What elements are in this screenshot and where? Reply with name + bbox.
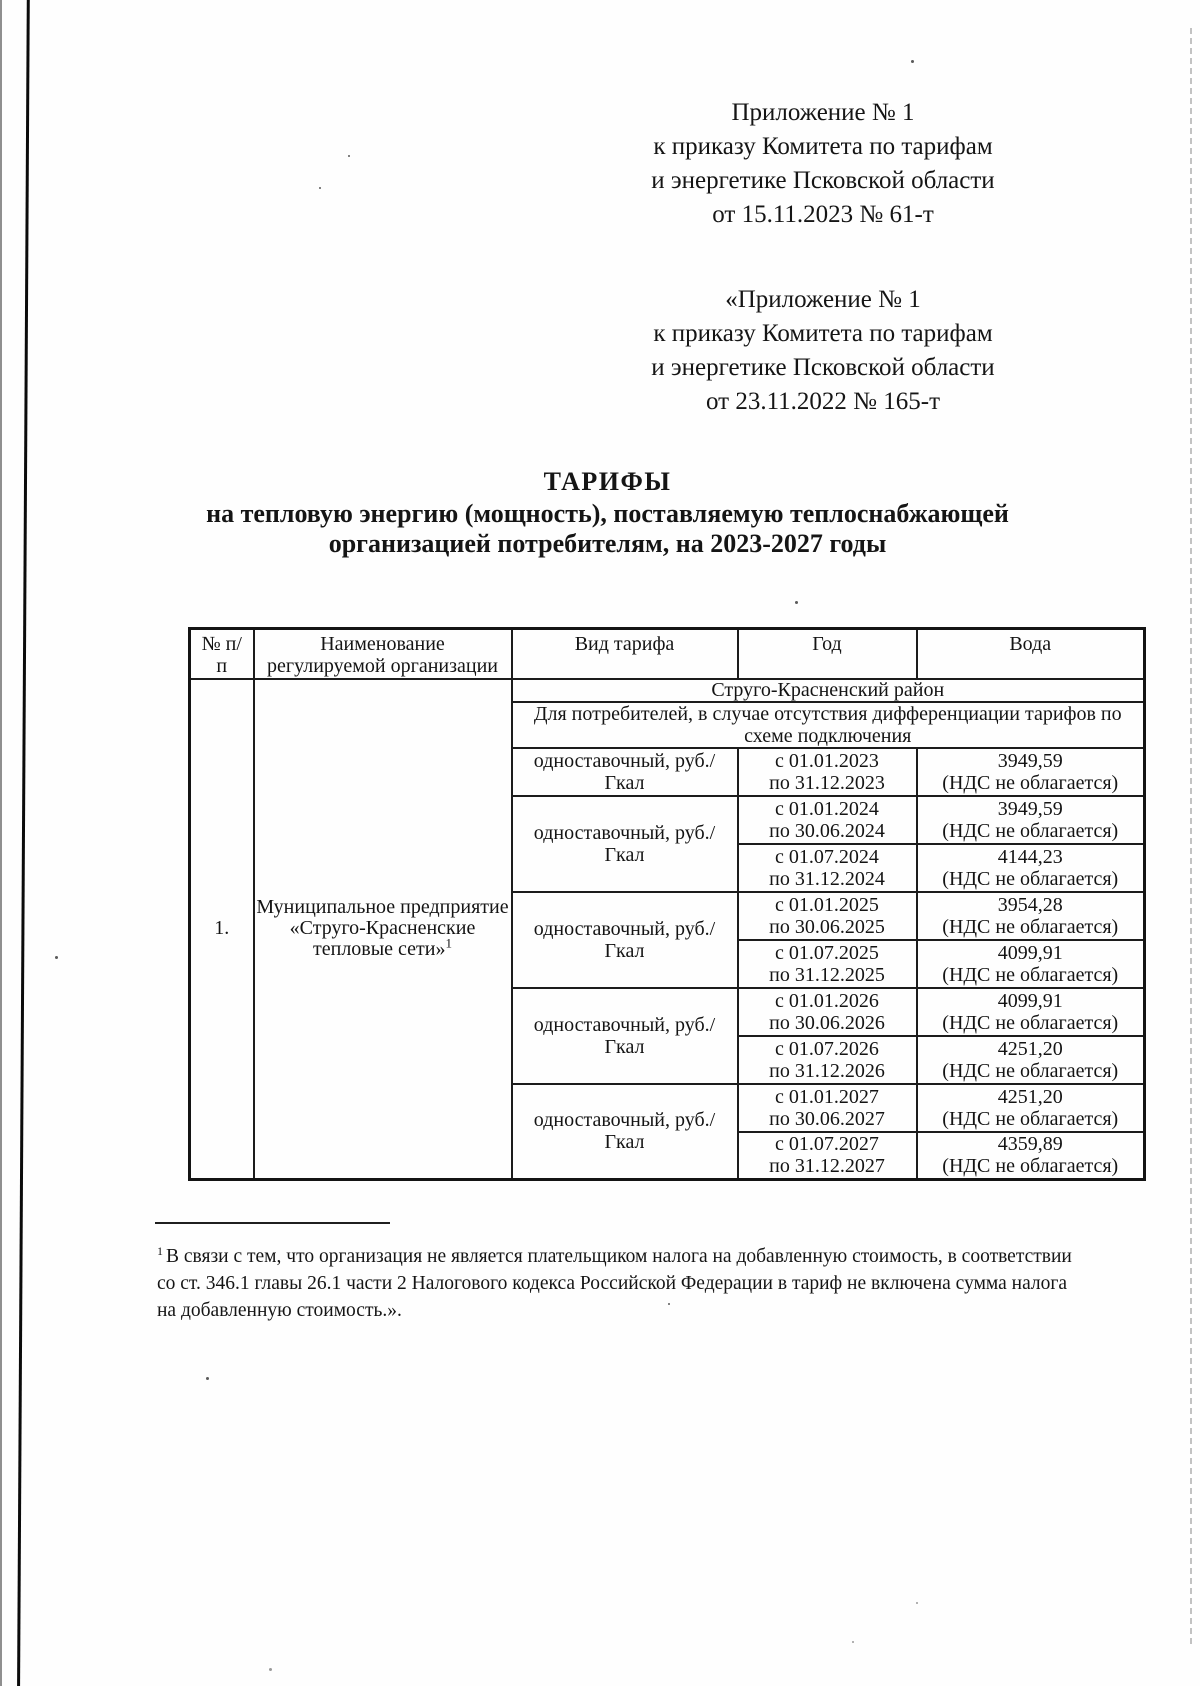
period-from: с 01.07.2025 [775,941,879,964]
footnote-line: на добавленную стоимость.». [157,1300,402,1321]
period-cell [738,940,917,988]
scan-speck [319,187,321,189]
value-cell [917,892,1145,940]
value-cell [917,1132,1145,1180]
value-cell [917,748,1145,796]
organization-name-cell [254,679,512,1180]
vat-note: (НДС не облагается) [942,915,1119,938]
table-header-row [190,629,1145,679]
scan-speck [795,601,798,604]
tariff-value: 4251,20 [997,1085,1063,1108]
appendix-line: Приложение № 1 [731,99,915,126]
scan-perforation-line [1190,28,1192,1644]
value-cell [917,844,1145,892]
period-cell [738,1036,917,1084]
title-subtitle-line: организацией потребителям, на 2023-2027 годы [328,529,887,558]
title-subtitle-line: на тепловую энергию (мощность), поставляемую теплоснабжающей [206,499,1009,528]
scan-speck [269,1668,272,1671]
scan-fold-line [17,0,29,1686]
tariff-value: 4359,89 [997,1133,1063,1156]
row-number-cell: 1. [190,679,254,1180]
period-cell [738,892,917,940]
footnote-marker: 1 [157,1243,163,1258]
tariff-table [188,627,1146,1181]
tariff-value: 3954,28 [997,893,1063,916]
period-to: по 31.12.2026 [769,1059,885,1082]
consumer-note-cell: Для потребителей, в случае отсутствия дифференциации тарифов по схеме подключения [512,702,1145,748]
vat-note: (НДС не облагается) [942,1155,1119,1178]
period-to: по 31.12.2024 [769,867,885,890]
period-cell [738,748,917,796]
period-to: по 30.06.2026 [769,1011,885,1034]
period-cell [738,1132,917,1180]
document-title [150,467,1065,559]
header-org: Наименование регулируемой организации [254,629,512,679]
tariff-type-cell: одноставочный, руб./Гкал [512,796,738,892]
appendix-reference-quoted [630,283,1016,419]
scan-speck [911,60,914,63]
header-tariff-type: Вид тарифа [512,629,738,679]
appendix-line: и энергетике Псковской области [651,167,995,194]
period-cell [738,796,917,844]
scan-speck [852,1641,854,1643]
appendix-line: к приказу Комитета по тарифам [653,320,993,347]
organization-name: Муниципальное предприятие «Струго-Красненские тепловые сети» [256,896,509,961]
footnote [157,1243,1157,1324]
period-to: по 30.06.2024 [769,819,885,842]
footnote-separator [155,1222,390,1224]
tariff-value: 3949,59 [997,749,1063,772]
period-from: с 01.01.2024 [775,797,879,820]
scan-edge-line [0,0,2,1686]
footnote-marker: 1 [445,935,452,951]
tariff-type-cell: одноставочный, руб./Гкал [512,988,738,1084]
scan-speck [916,1602,918,1604]
period-cell [738,1084,917,1132]
tariff-value: 4099,91 [997,989,1063,1012]
district-row [190,679,1145,702]
value-cell [917,940,1145,988]
value-cell [917,796,1145,844]
tariff-type-cell: одноставочный, руб./Гкал [512,1084,738,1180]
value-cell [917,1084,1145,1132]
vat-note: (НДС не облагается) [942,771,1119,794]
scan-speck [206,1377,209,1380]
tariff-value: 4144,23 [997,845,1063,868]
period-to: по 30.06.2025 [769,915,885,938]
vat-note: (НДС не облагается) [942,1011,1119,1034]
appendix-line: от 23.11.2022 № 165-т [705,388,941,415]
tariff-value: 4251,20 [997,1037,1063,1060]
period-from: с 01.01.2027 [775,1085,879,1108]
title-heading: ТАРИФЫ [543,467,672,496]
appendix-line: и энергетике Псковской области [651,354,995,381]
period-from: с 01.07.2024 [775,845,879,868]
footnote-line: со ст. 346.1 главы 26.1 части 2 Налогового кодекса Российской Федерации в тариф не включена сумма налога [157,1273,1068,1294]
tariff-type-cell: одноставочный, руб./Гкал [512,892,738,988]
district-cell: Струго-Красненский район [512,679,1145,702]
tariff-value: 4099,91 [997,941,1063,964]
period-cell [738,988,917,1036]
tariff-value: 3949,59 [997,797,1063,820]
tariff-type-cell: одноставочный, руб./Гкал [512,748,738,796]
value-cell [917,988,1145,1036]
vat-note: (НДС не облагается) [942,1107,1119,1130]
vat-note: (НДС не облагается) [942,819,1119,842]
vat-note: (НДС не облагается) [942,963,1119,986]
period-from: с 01.01.2023 [775,749,879,772]
period-cell [738,844,917,892]
header-water: Вода [917,629,1145,679]
footnote-line: $^1$ В связи с тем, что организация не является плательщиком налога на добавленную стоимость, в соответствии [157,1243,1072,1267]
header-year: Год [738,629,917,679]
period-from: с 01.01.2025 [775,893,879,916]
period-from: с 01.07.2026 [775,1037,879,1060]
period-from: с 01.01.2026 [775,989,879,1012]
period-to: по 30.06.2027 [769,1107,885,1130]
scan-speck [55,956,58,959]
vat-note: (НДС не облагается) [942,867,1119,890]
appendix-line: к приказу Комитета по тарифам [653,133,993,160]
value-cell [917,1036,1145,1084]
header-num: № п/п [190,629,254,679]
period-to: по 31.12.2025 [769,963,885,986]
period-to: по 31.12.2023 [769,771,885,794]
appendix-line: от 15.11.2023 № 61-т [712,201,934,228]
appendix-line: «Приложение № 1 [725,286,921,313]
period-from: с 01.07.2027 [775,1133,879,1156]
appendix-reference-current [630,96,1016,232]
scan-speck [348,155,350,157]
period-to: по 31.12.2027 [769,1155,885,1178]
vat-note: (НДС не облагается) [942,1059,1119,1082]
